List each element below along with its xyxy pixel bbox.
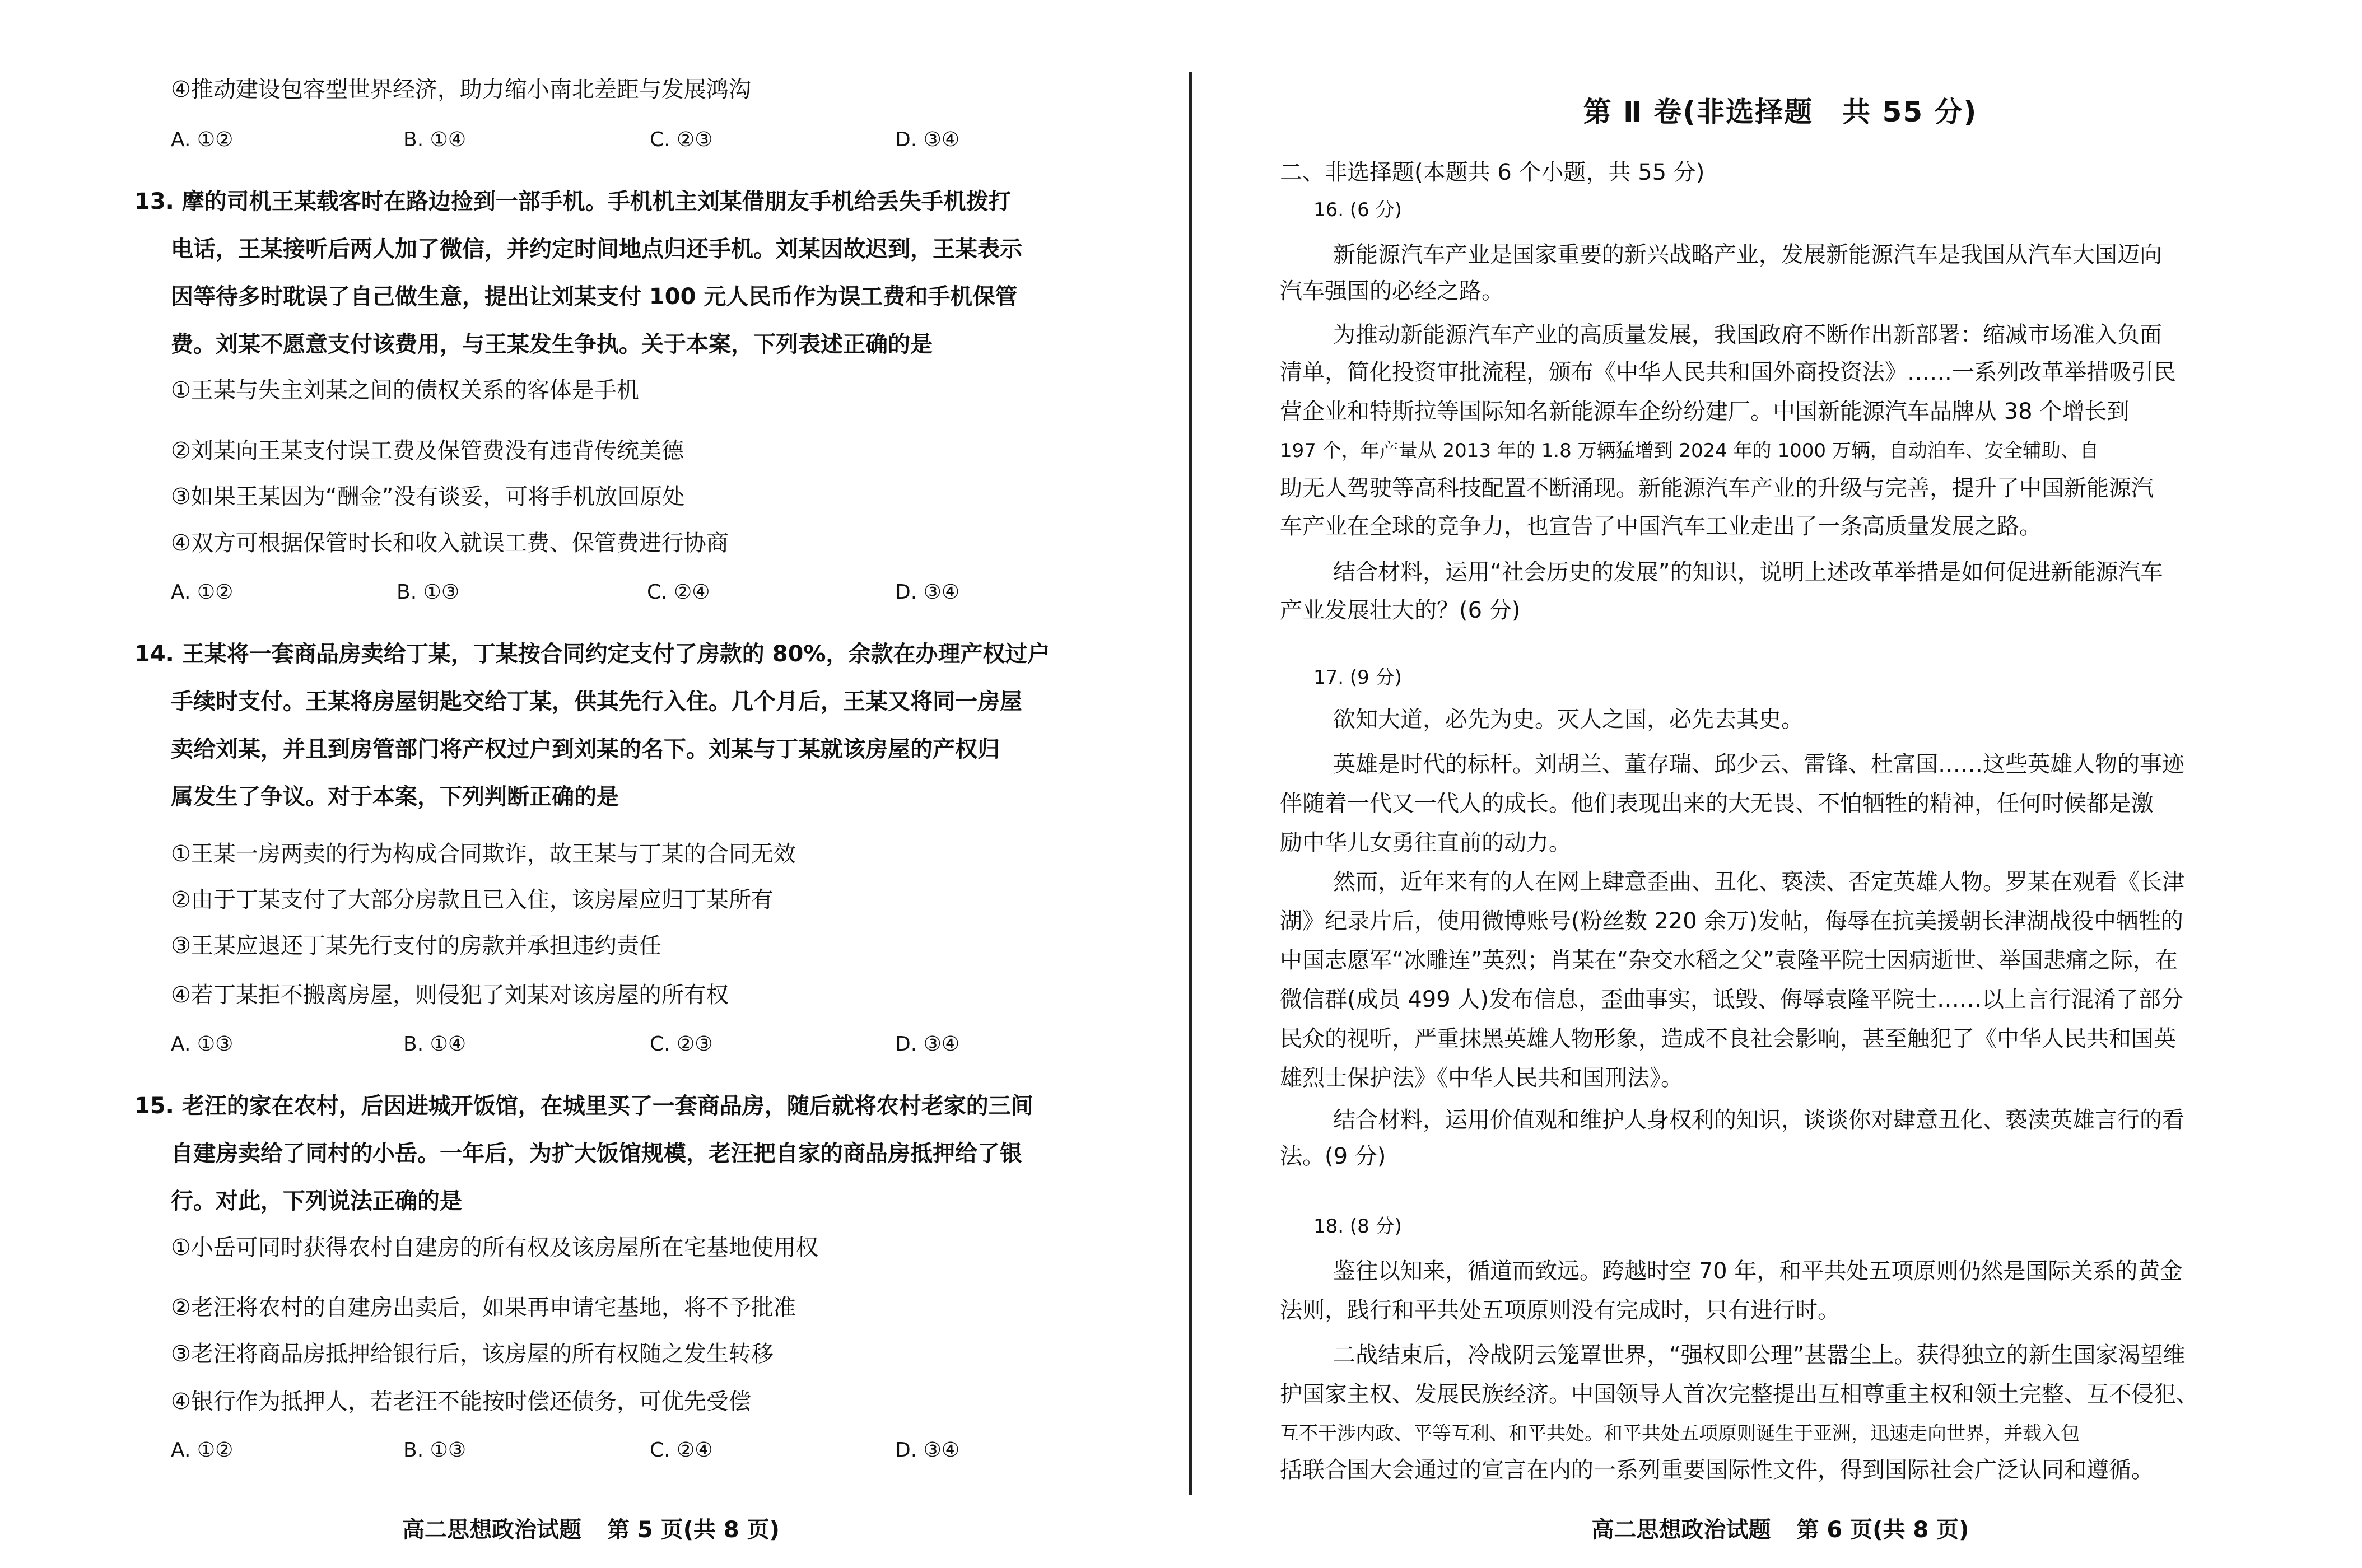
q15-stem-line: 行。对此，下列说法正确的是 [171, 1188, 462, 1214]
q12-option-b: B. ①④ [403, 128, 467, 151]
q13-option-b: B. ①③ [397, 581, 460, 604]
q15-option-d: D. ③④ [895, 1439, 960, 1462]
q12-item-4: ④推动建设包容型世界经济，助力缩小南北差距与发展鸿沟 [171, 77, 751, 102]
q14-stem-line: 14. 王某将一套商品房卖给丁某，丁某按合同约定支付了房款的 80%，余款在办理产权过户 [134, 641, 1050, 667]
q17-prompt-line: 法。(9 分) [1280, 1144, 1386, 1169]
q16-text-line: 汽车强国的必经之路。 [1280, 278, 1504, 304]
page-footer [1199, 1512, 2362, 1544]
q14-option-a: A. ①③ [171, 1033, 234, 1056]
q16-text-line: 197 个，年产量从 2013 年的 1.8 万辆猛增到 2024 年的 1000 万辆，自动泊车、安全辅助、自 [1280, 440, 2099, 462]
q13-option-a: A. ①② [171, 581, 234, 604]
q15-stem-line: 15. 老汪的家在农村，后因进城开饭馆，在城里买了一套商品房，随后就将农村老家的三间 [134, 1093, 1033, 1119]
q17-text-line: 民众的视听，严重抹黑英雄人物形象，造成不良社会影响，甚至触犯了《中华人民共和国英 [1280, 1026, 2176, 1052]
q15-option-c: C. ②④ [650, 1439, 713, 1462]
footer-page-number: 第 5 页(共 8 页) [607, 1517, 780, 1543]
q13-item-3: ③如果王某因为“酬金”没有谈妥，可将手机放回原处 [171, 484, 685, 510]
q13-item-4: ④双方可根据保管时长和收入就误工费、保管费进行协商 [171, 530, 729, 556]
right-exam-page [1199, 0, 2362, 1568]
q14-stem-line: 属发生了争议。对于本案，下列判断正确的是 [171, 784, 619, 810]
q17-text-line: 励中华儿女勇往直前的动力。 [1280, 830, 1571, 856]
q16-text-line: 清单，简化投资审批流程，颁布《中华人民共和国外商投资法》……一系列改革举措吸引民 [1280, 360, 2176, 385]
q14-stem-line: 卖给刘某，并且到房管部门将产权过户到刘某的名下。刘某与丁某就该房屋的产权归 [171, 736, 1000, 762]
q13-option-c: C. ②④ [647, 581, 710, 604]
q17-text-line: 雄烈士保护法》《中华人民共和国刑法》。 [1280, 1065, 1683, 1091]
q18-text-line: 鉴往以知来，循道而致远。跨越时空 70 年，和平共处五项原则仍然是国际关系的黄金 [1333, 1258, 2183, 1284]
page-divider [1189, 72, 1192, 1495]
q16-heading: 16. (6 分) [1313, 199, 1402, 221]
section-intro: 二、非选择题(本题共 6 个小题，共 55 分) [1280, 160, 1705, 185]
q14-option-b: B. ①④ [403, 1033, 467, 1056]
q18-heading: 18. (8 分) [1313, 1215, 1402, 1238]
q14-option-d: D. ③④ [895, 1033, 960, 1056]
q17-text-line: 中国志愿军“冰雕连”英烈；肖某在“杂交水稻之父”袁隆平院士因病逝世、举国悲痛之际，在 [1280, 948, 2178, 973]
q12-option-c: C. ②③ [650, 128, 713, 151]
q14-item-3: ③王某应退还丁某先行支付的房款并承担违约责任 [171, 933, 661, 959]
section-title: 第 Ⅱ 卷(非选择题 共 55 分) [1583, 96, 1978, 128]
q18-text-line: 互不干涉内政、平等互利、和平共处。和平共处五项原则诞生于亚洲，迅速走向世界，并载入包 [1280, 1422, 2080, 1445]
q17-text-line: 微信群(成员 499 人)发布信息，歪曲事实，诋毁、侮辱袁隆平院士……以上言行混淆了部分 [1280, 987, 2183, 1012]
q17-heading: 17. (9 分) [1313, 666, 1402, 689]
q16-text-line: 助无人驾驶等高科技配置不断涌现。新能源汽车产业的升级与完善，提升了中国新能源汽 [1280, 475, 2154, 501]
q13-stem-line: 费。刘某不愿意支付该费用，与王某发生争执。关于本案，下列表述正确的是 [171, 332, 933, 357]
q16-prompt-line: 结合材料，运用“社会历史的发展”的知识，说明上述改革举措是如何促进新能源汽车 [1333, 559, 2163, 585]
q18-text-line: 法则，践行和平共处五项原则没有完成时，只有进行时。 [1280, 1298, 1840, 1323]
q17-text-line: 然而，近年来有的人在网上肆意歪曲、丑化、亵渎、否定英雄人物。罗某在观看《长津 [1333, 869, 2184, 895]
q17-prompt-line: 结合材料，运用价值观和维护人身权利的知识，谈谈你对肆意丑化、亵渎英雄言行的看 [1333, 1107, 2184, 1133]
q14-item-4: ④若丁某拒不搬离房屋，则侵犯了刘某对该房屋的所有权 [171, 982, 729, 1008]
q16-prompt-line: 产业发展壮大的？(6 分) [1280, 598, 1521, 623]
q14-option-c: C. ②③ [650, 1033, 713, 1056]
q15-option-b: B. ①③ [403, 1439, 467, 1462]
q13-option-d: D. ③④ [895, 581, 960, 604]
q17-text-line: 英雄是时代的标杆。刘胡兰、董存瑞、邱少云、雷锋、杜富国……这些英雄人物的事迹 [1333, 752, 2184, 777]
q13-item-2: ②刘某向王某支付误工费及保管费没有违背传统美德 [171, 438, 684, 464]
q16-text-line: 车产业在全球的竞争力，也宣告了中国汽车工业走出了一条高质量发展之路。 [1280, 514, 2042, 539]
q18-text-line: 二战结束后，冷战阴云笼罩世界，“强权即公理”甚嚣尘上。获得独立的新生国家渴望维 [1333, 1342, 2186, 1368]
q13-stem-line: 因等待多时耽误了自己做生意，提出让刘某支付 100 元人民币作为误工费和手机保管 [171, 284, 1018, 310]
q16-text-line: 为推动新能源汽车产业的高质量发展，我国政府不断作出新部署：缩减市场准入负面 [1333, 322, 2162, 348]
q13-item-1: ①王某与失主刘某之间的债权关系的客体是手机 [171, 377, 639, 403]
q18-text-line: 括联合国大会通过的宣言在内的一系列重要国际性文件，得到国际社会广泛认同和遵循。 [1280, 1457, 2154, 1483]
q14-stem-line: 手续时支付。王某将房屋钥匙交给丁某，供其先行入住。几个月后，王某又将同一房屋 [171, 689, 1022, 715]
q14-item-1: ①王某一房两卖的行为构成合同欺诈，故王某与丁某的合同无效 [171, 841, 796, 867]
q15-stem-line: 自建房卖给了同村的小岳。一年后，为扩大饭馆规模，老汪把自家的商品房抵押给了银 [171, 1141, 1022, 1166]
q12-option-d: D. ③④ [895, 128, 960, 151]
q15-item-3: ③老汪将商品房抵押给银行后，该房屋的所有权随之发生转移 [171, 1341, 774, 1367]
q14-item-2: ②由于丁某支付了大部分房款且已入住，该房屋应归丁某所有 [171, 887, 774, 913]
footer-page-number: 第 6 页(共 8 页) [1796, 1517, 1969, 1543]
q15-item-1: ①小岳可同时获得农村自建房的所有权及该房屋所在宅基地使用权 [171, 1235, 818, 1261]
q17-text-line: 湖》纪录片后，使用微博账号(粉丝数 220 余万)发帖，侮辱在抗美援朝长津湖战役中牺牲的 [1280, 908, 2183, 934]
q15-item-4: ④银行作为抵押人，若老汪不能按时偿还债务，可优先受偿 [171, 1389, 751, 1415]
q15-item-2: ②老汪将农村的自建房出卖后，如果再申请宅基地，将不予批准 [171, 1295, 796, 1320]
q16-text-line: 新能源汽车产业是国家重要的新兴战略产业，发展新能源汽车是我国从汽车大国迈向 [1333, 242, 2162, 268]
footer-exam-name: 高二思想政治试题 [1591, 1517, 1771, 1543]
q17-text-line: 欲知大道，必先为史。灭人之国，必先去其史。 [1333, 707, 1804, 732]
page-footer [0, 1512, 1182, 1544]
q13-stem-line: 13. 摩的司机王某载客时在路边捡到一部手机。手机机主刘某借朋友手机给丢失手机拨打 [134, 189, 1011, 214]
footer-exam-name: 高二思想政治试题 [402, 1517, 582, 1543]
q12-option-a: A. ①② [171, 128, 234, 151]
q13-stem-line: 电话，王某接听后两人加了微信，并约定时间地点归还手机。刘某因故迟到，王某表示 [171, 236, 1022, 262]
q17-text-line: 伴随着一代又一代人的成长。他们表现出来的大无畏、不怕牺牲的精神，任何时候都是激 [1280, 791, 2154, 816]
q18-text-line: 护国家主权、发展民族经济。中国领导人首次完整提出互相尊重主权和领土完整、互不侵犯、 [1280, 1382, 2198, 1407]
q16-text-line: 营企业和特斯拉等国际知名新能源车企纷纷建厂。中国新能源汽车品牌从 38 个增长到 [1280, 399, 2130, 424]
q15-option-a: A. ①② [171, 1439, 234, 1462]
